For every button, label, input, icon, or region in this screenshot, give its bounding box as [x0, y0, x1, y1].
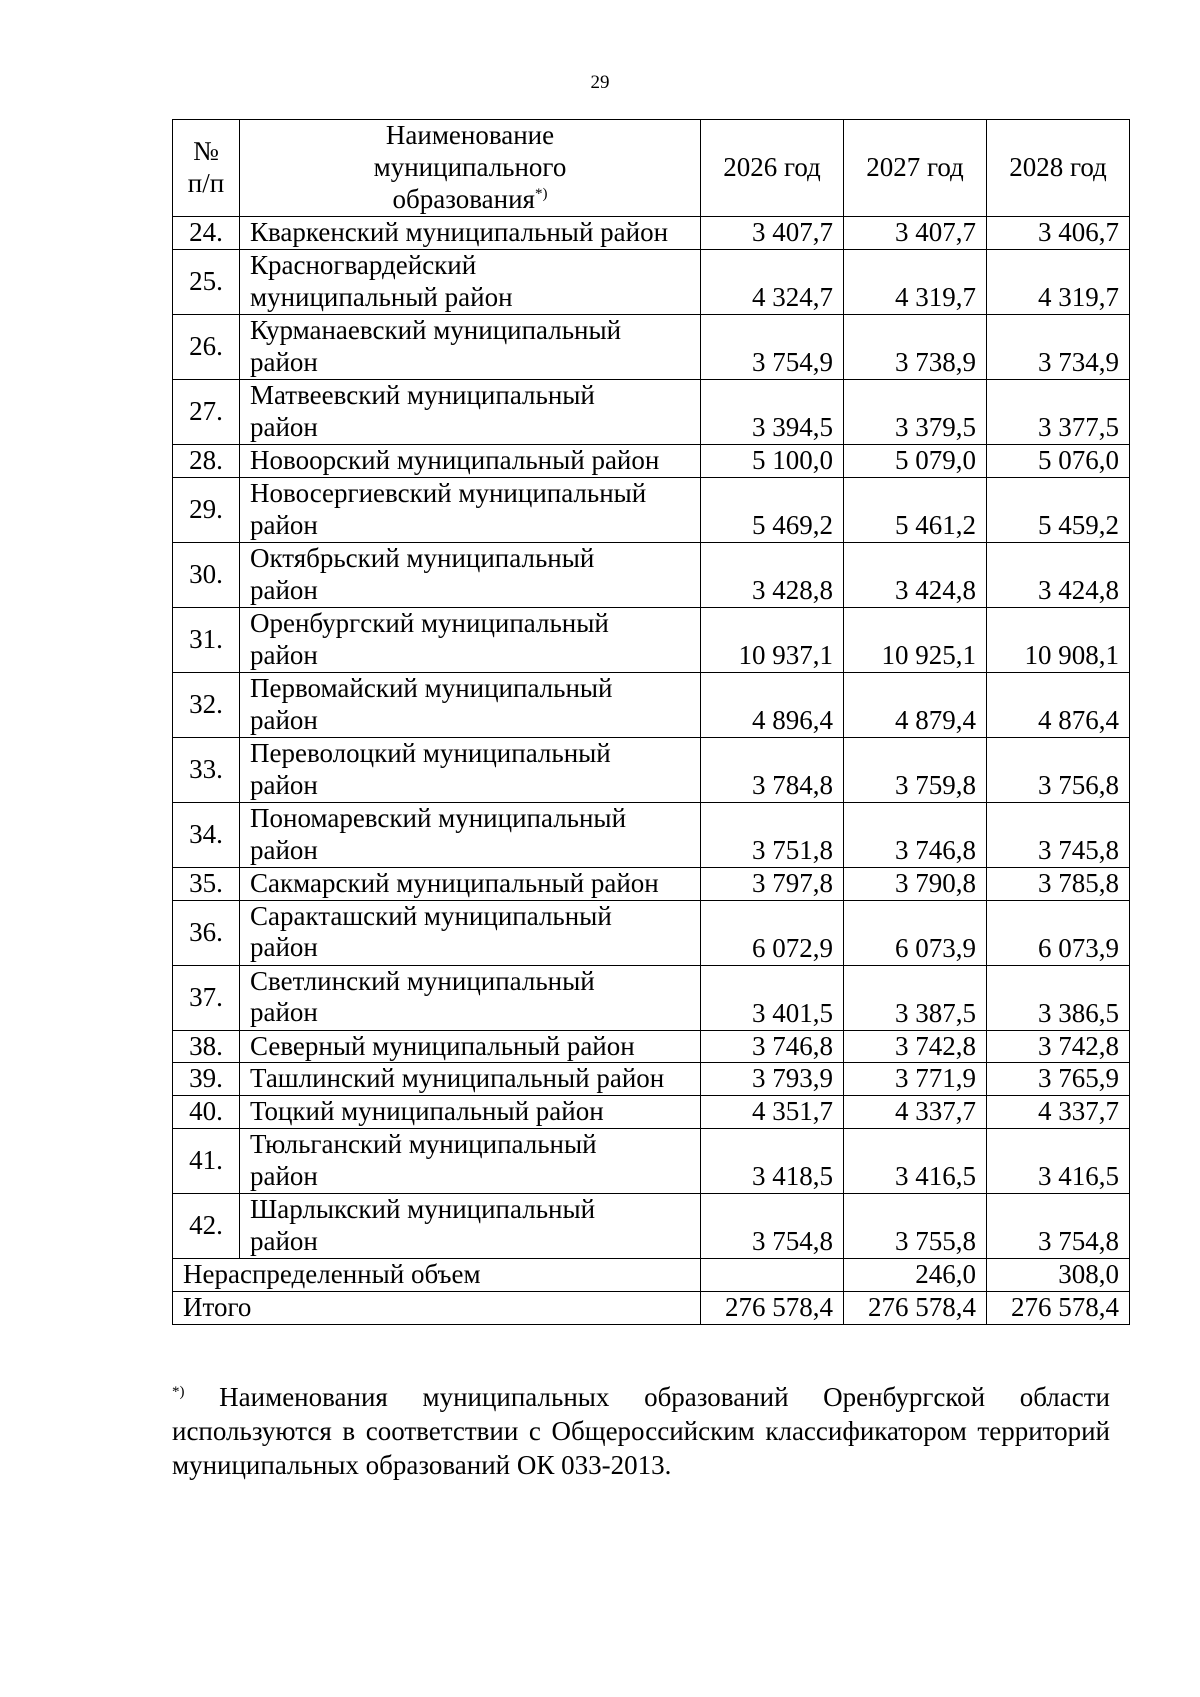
- budget-table: [172, 119, 1130, 1325]
- value-2028: 3 754,8: [987, 1194, 1130, 1259]
- municipality-name: [240, 737, 701, 802]
- value-2026: 3 754,9: [701, 314, 844, 379]
- value-2028: 5 459,2: [987, 477, 1130, 542]
- row-number: 32.: [173, 672, 240, 737]
- row-number: 35.: [173, 867, 240, 900]
- total-2027: 276 578,4: [844, 1292, 987, 1325]
- unallocated-2026: [701, 1259, 844, 1292]
- municipality-name: [240, 1096, 701, 1129]
- municipality-name: [240, 1129, 701, 1194]
- value-2027: 10 925,1: [844, 607, 987, 672]
- column-header-name-line3: [250, 184, 690, 216]
- total-2026: 276 578,4: [701, 1292, 844, 1325]
- municipality-name-line2: район: [250, 1161, 318, 1192]
- footnote-mark: *): [172, 1384, 185, 1400]
- municipality-name-line1: Оренбургский муниципальный: [250, 607, 609, 638]
- row-number: 39.: [173, 1063, 240, 1096]
- value-2028: 3 745,8: [987, 802, 1130, 867]
- municipality-name-line1: Красногвардейский: [250, 249, 477, 280]
- column-header-2028: 2028 год: [987, 120, 1130, 217]
- value-2028: 3 416,5: [987, 1129, 1130, 1194]
- municipality-name-line1: Тюльганский муниципальный: [250, 1129, 597, 1160]
- value-2026: 4 896,4: [701, 672, 844, 737]
- municipality-name-line1: Новосергиевский муниципальный: [250, 477, 647, 508]
- value-2028: 3 386,5: [987, 965, 1130, 1030]
- municipality-name-line1: Шарлыкский муниципальный: [250, 1194, 596, 1225]
- municipality-name-line2: район: [250, 411, 318, 442]
- unallocated-label: Нераспределенный объем: [173, 1259, 701, 1292]
- value-2028: 3 424,8: [987, 542, 1130, 607]
- value-2027: 3 407,7: [844, 217, 987, 250]
- municipality-name-line2: район: [250, 509, 318, 540]
- value-2027: 3 746,8: [844, 802, 987, 867]
- table-row: [173, 672, 1130, 737]
- municipality-name: [240, 1194, 701, 1259]
- column-header-2026: 2026 год: [701, 120, 844, 217]
- table-row: [173, 1096, 1130, 1129]
- row-number: 24.: [173, 217, 240, 250]
- row-number: 33.: [173, 737, 240, 802]
- value-2026: 10 937,1: [701, 607, 844, 672]
- municipality-name-line1: Пономаревский муниципальный: [250, 802, 627, 833]
- municipality-name-line1: Саракташский муниципальный: [250, 900, 612, 931]
- row-number: 28.: [173, 444, 240, 477]
- value-2027: 6 073,9: [844, 900, 987, 965]
- municipality-name-line1: Курманаевский муниципальный: [250, 314, 622, 345]
- value-2027: 3 755,8: [844, 1194, 987, 1259]
- value-2026: 3 754,8: [701, 1194, 844, 1259]
- table-row: [173, 607, 1130, 672]
- value-2027: 3 759,8: [844, 737, 987, 802]
- row-number: 25.: [173, 249, 240, 314]
- value-2028: 3 765,9: [987, 1063, 1130, 1096]
- municipality-name: [240, 867, 701, 900]
- row-number: 30.: [173, 542, 240, 607]
- table-row: [173, 314, 1130, 379]
- value-2028: 4 319,7: [987, 249, 1130, 314]
- municipality-name: [240, 965, 701, 1030]
- row-number: 31.: [173, 607, 240, 672]
- value-2028: 4 337,7: [987, 1096, 1130, 1129]
- value-2028: 3 742,8: [987, 1030, 1130, 1063]
- municipality-name: [240, 802, 701, 867]
- value-2026: 3 428,8: [701, 542, 844, 607]
- municipality-name-line2: район: [250, 639, 318, 670]
- value-2026: 3 746,8: [701, 1030, 844, 1063]
- municipality-name: [240, 314, 701, 379]
- column-header-2027: 2027 год: [844, 120, 987, 217]
- value-2027: 3 771,9: [844, 1063, 987, 1096]
- municipality-name: [240, 1063, 701, 1096]
- row-number: 40.: [173, 1096, 240, 1129]
- value-2027: 4 337,7: [844, 1096, 987, 1129]
- unallocated-row: [173, 1259, 1130, 1292]
- value-2026: 3 401,5: [701, 965, 844, 1030]
- table-row: [173, 444, 1130, 477]
- row-number: 34.: [173, 802, 240, 867]
- table-row: [173, 867, 1130, 900]
- row-number: 26.: [173, 314, 240, 379]
- value-2027: 3 387,5: [844, 965, 987, 1030]
- municipality-name: [240, 249, 701, 314]
- value-2027: 4 879,4: [844, 672, 987, 737]
- column-header-name-line1: Наименование: [385, 120, 555, 151]
- table-row: [173, 217, 1130, 250]
- municipality-name: [240, 1030, 701, 1063]
- value-2028: 10 908,1: [987, 607, 1130, 672]
- municipality-name-line2: район: [250, 932, 318, 963]
- table-row: [173, 249, 1130, 314]
- value-2027: 3 738,9: [844, 314, 987, 379]
- total-label: Итого: [173, 1292, 701, 1325]
- municipality-name-line2: район: [250, 346, 318, 377]
- value-2026: 5 469,2: [701, 477, 844, 542]
- value-2027: 4 319,7: [844, 249, 987, 314]
- value-2027: 5 079,0: [844, 444, 987, 477]
- municipality-name-line2: район: [250, 834, 318, 865]
- municipality-name-line2: муниципальный район: [250, 281, 513, 312]
- municipality-name: [240, 900, 701, 965]
- value-2026: 3 784,8: [701, 737, 844, 802]
- table-body: [173, 217, 1130, 1259]
- municipality-name-line1: Сакмарский муниципальный район: [250, 867, 659, 898]
- row-number: 42.: [173, 1194, 240, 1259]
- column-header-name-line2: муниципального: [373, 152, 567, 183]
- value-2028: 5 076,0: [987, 444, 1130, 477]
- value-2026: 3 797,8: [701, 867, 844, 900]
- value-2026: 3 407,7: [701, 217, 844, 250]
- table-row: [173, 379, 1130, 444]
- column-header-name: [240, 120, 701, 217]
- municipality-name: [240, 542, 701, 607]
- value-2028: 3 756,8: [987, 737, 1130, 802]
- value-2028: 6 073,9: [987, 900, 1130, 965]
- municipality-name-line2: район: [250, 704, 318, 735]
- value-2026: 4 324,7: [701, 249, 844, 314]
- value-2027: 3 424,8: [844, 542, 987, 607]
- row-number: 37.: [173, 965, 240, 1030]
- value-2028: 3 734,9: [987, 314, 1130, 379]
- table-header-row: [173, 120, 1130, 217]
- table-row: [173, 1030, 1130, 1063]
- table-row: [173, 1063, 1130, 1096]
- municipality-name: [240, 379, 701, 444]
- value-2027: 3 416,5: [844, 1129, 987, 1194]
- municipality-name-line1: Октябрьский муниципальный: [250, 542, 595, 573]
- value-2026: 6 072,9: [701, 900, 844, 965]
- municipality-name: [240, 217, 701, 250]
- municipality-name: [240, 607, 701, 672]
- municipality-name-line1: Кваркенский муниципальный район: [250, 217, 669, 247]
- table-row: [173, 900, 1130, 965]
- municipality-name-line1: Тоцкий муниципальный район: [250, 1096, 604, 1127]
- value-2027: 3 742,8: [844, 1030, 987, 1063]
- municipality-name-line1: Переволоцкий муниципальный: [250, 737, 611, 768]
- value-2026: 3 793,9: [701, 1063, 844, 1096]
- municipality-name-line1: Ташлинский муниципальный район: [250, 1063, 665, 1094]
- page-number: 29: [590, 72, 610, 93]
- municipality-name-line1: Первомайский муниципальный: [250, 672, 613, 703]
- municipality-name-line2: район: [250, 1226, 318, 1257]
- table-row: [173, 1194, 1130, 1259]
- table-row: [173, 965, 1130, 1030]
- column-header-number-line1: №: [193, 136, 219, 167]
- total-2028: 276 578,4: [987, 1292, 1130, 1325]
- value-2026: 3 394,5: [701, 379, 844, 444]
- row-number: 29.: [173, 477, 240, 542]
- value-2026: 5 100,0: [701, 444, 844, 477]
- row-number: 36.: [173, 900, 240, 965]
- value-2026: 3 751,8: [701, 802, 844, 867]
- unallocated-2027: 246,0: [844, 1259, 987, 1292]
- footnote: [172, 1380, 1110, 1482]
- value-2028: 3 377,5: [987, 379, 1130, 444]
- value-2028: 3 785,8: [987, 867, 1130, 900]
- municipality-name-line1: Северный муниципальный район: [250, 1030, 635, 1061]
- column-header-name-text: образования: [392, 183, 535, 214]
- row-number: 38.: [173, 1030, 240, 1063]
- value-2027: 3 790,8: [844, 867, 987, 900]
- unallocated-2028: 308,0: [987, 1259, 1130, 1292]
- value-2027: 3 379,5: [844, 379, 987, 444]
- municipality-name-line1: Матвеевский муниципальный: [250, 379, 595, 410]
- table-summary: [173, 1259, 1130, 1325]
- table-row: [173, 1129, 1130, 1194]
- municipality-name: [240, 477, 701, 542]
- footnote-reference-mark: *): [534, 185, 548, 202]
- column-header-number-line2: п/п: [187, 168, 225, 198]
- footnote-text: Наименования муниципальных образований Оренбургской области используются в соответствии с Общероссийским классификатором территорий муниципальных образований ОК 033-2013.: [172, 1382, 1110, 1480]
- row-number: 41.: [173, 1129, 240, 1194]
- row-number: 27.: [173, 379, 240, 444]
- table-row: [173, 477, 1130, 542]
- value-2028: 4 876,4: [987, 672, 1130, 737]
- value-2028: 3 406,7: [987, 217, 1130, 250]
- value-2026: 3 418,5: [701, 1129, 844, 1194]
- column-header-number: [173, 120, 240, 217]
- municipality-name-line1: Светлинский муниципальный: [250, 965, 595, 996]
- municipality-name: [240, 444, 701, 477]
- municipality-name-line2: район: [250, 769, 318, 800]
- municipality-name-line2: район: [250, 574, 318, 605]
- municipality-name-line1: Новоорский муниципальный район: [250, 444, 660, 475]
- municipality-name: [240, 672, 701, 737]
- value-2026: 4 351,7: [701, 1096, 844, 1129]
- table-row: [173, 737, 1130, 802]
- table-row: [173, 802, 1130, 867]
- municipality-name-line2: район: [250, 997, 318, 1028]
- total-row: [173, 1292, 1130, 1325]
- table-row: [173, 542, 1130, 607]
- value-2027: 5 461,2: [844, 477, 987, 542]
